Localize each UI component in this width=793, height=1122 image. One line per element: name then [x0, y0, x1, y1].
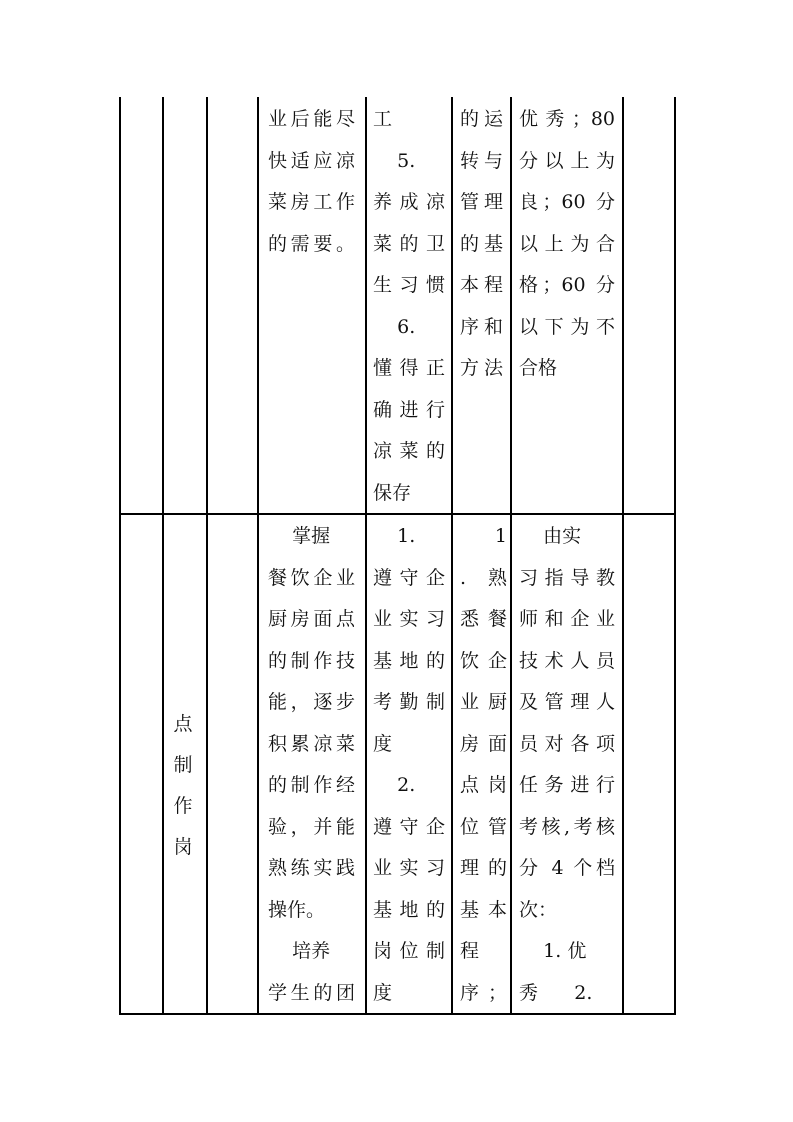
row2-assessment-cell — [519, 516, 615, 1014]
text-line: 保存 — [373, 481, 412, 504]
text-line: 工 — [373, 108, 393, 130]
text-line: 验，并能 — [268, 815, 355, 838]
row1-requirements-cell — [373, 99, 445, 514]
text-line: 的制作经 — [268, 774, 355, 796]
text-line: 考勤制 — [373, 691, 445, 713]
post-char: 点 — [173, 713, 193, 735]
text-line: 厨房面点 — [268, 608, 355, 630]
text-line: 分以上为 — [519, 149, 615, 172]
column-divider — [622, 97, 624, 1015]
text-line: 度 — [373, 732, 393, 755]
text-line: 员对各项 — [519, 732, 615, 755]
text-line: 的需要。 — [268, 232, 355, 255]
text-line: 1. 优 — [519, 940, 587, 962]
row2-post-cell — [173, 704, 193, 868]
row1-goal-cell — [268, 99, 355, 265]
text-line: 合格 — [519, 357, 558, 379]
post-char: 岗 — [173, 836, 193, 858]
text-line: 分 4 个档 — [519, 857, 615, 879]
text-line: 遵守企 — [373, 566, 445, 589]
text-line: 养成凉 — [373, 191, 445, 213]
text-line: 格；60 分 — [519, 274, 615, 296]
text-line: 本程 — [460, 274, 503, 296]
row2-goal-cell — [268, 516, 355, 1014]
text-line: 位管 — [460, 815, 507, 838]
text-line: 业实习 — [373, 608, 445, 630]
text-line: 生习惯 — [373, 274, 445, 296]
text-line: 良；60 分 — [519, 191, 615, 213]
text-line: 优秀；80 — [519, 108, 615, 130]
text-line: 及管理人 — [519, 691, 615, 713]
post-char: 制 — [173, 754, 193, 776]
text-line: 师和企业 — [519, 608, 615, 630]
text-line: 房面 — [460, 732, 507, 755]
column-divider — [451, 97, 453, 1015]
text-line: 积累凉菜 — [268, 732, 355, 755]
text-line: 培养 — [268, 940, 331, 962]
text-line: 技术人员 — [519, 649, 615, 672]
text-line: 确进行 — [373, 398, 445, 421]
text-line: 掌握 — [268, 525, 331, 547]
table-border-right — [674, 97, 676, 1015]
text-line: . 熟 — [460, 566, 507, 589]
text-line: 次： — [519, 898, 558, 921]
text-line: 的运 — [460, 108, 503, 130]
column-divider — [162, 97, 164, 1015]
text-line: 学生的团 — [268, 981, 355, 1004]
text-line: 操作。 — [268, 898, 326, 921]
text-line: 序； — [460, 981, 507, 1004]
text-line: 基地的 — [373, 898, 445, 921]
text-line: 基本 — [460, 898, 507, 921]
text-line: 岗位制 — [373, 940, 445, 962]
text-line: 菜的卫 — [373, 232, 445, 255]
text-line: 度 — [373, 981, 393, 1004]
text-line: 菜房工作 — [268, 191, 355, 213]
text-line: 遵守企 — [373, 815, 445, 838]
text-line: 5. — [373, 149, 416, 172]
text-line: 转与 — [460, 149, 503, 172]
row2-requirements-cell — [373, 516, 445, 1014]
text-line: 方法 — [460, 357, 503, 379]
text-line: 业后能尽 — [268, 108, 355, 130]
table-border-left — [119, 97, 121, 1015]
text-line: 基地的 — [373, 649, 445, 672]
text-line: 熟练实践 — [268, 857, 355, 879]
column-divider — [365, 97, 367, 1015]
text-line: 以下为不 — [519, 315, 615, 338]
text-line: 餐饮企业 — [268, 566, 355, 589]
column-divider — [510, 97, 512, 1015]
text-line: 管理 — [460, 191, 503, 213]
text-line: 考核,考核 — [519, 815, 615, 838]
text-line: 任务进行 — [519, 774, 615, 796]
row1-assessment-cell — [519, 99, 615, 390]
text-line: 能，逐步 — [268, 691, 355, 713]
text-line: 的制作技 — [268, 649, 355, 672]
post-char: 作 — [173, 795, 193, 817]
text-line: 习指导教 — [519, 566, 615, 589]
text-line: 秀 2. — [519, 981, 593, 1004]
text-line: 懂得正 — [373, 357, 445, 379]
text-line: 由实 — [519, 525, 582, 547]
text-line: 1 — [494, 525, 507, 547]
text-line: 的基 — [460, 232, 503, 255]
text-line: 2. — [373, 774, 416, 796]
text-line: 6. — [373, 315, 416, 338]
text-line: 快适应凉 — [268, 149, 355, 172]
text-line: 悉餐 — [460, 608, 507, 630]
column-divider — [206, 97, 208, 1015]
column-divider — [257, 97, 259, 1015]
row2-content-cell — [460, 516, 507, 1014]
text-line: 业实习 — [373, 857, 445, 879]
text-line: 凉菜的 — [373, 440, 445, 462]
text-line: 以上为合 — [519, 232, 615, 255]
row1-content-cell — [460, 99, 503, 390]
text-line: 业厨 — [460, 691, 507, 713]
text-line: 1. — [373, 525, 416, 547]
text-line: 点岗 — [460, 774, 507, 796]
text-line: 程 — [460, 940, 480, 962]
text-line: 序和 — [460, 315, 503, 338]
text-line: 饮企 — [460, 649, 507, 672]
text-line: 理的 — [460, 857, 507, 879]
